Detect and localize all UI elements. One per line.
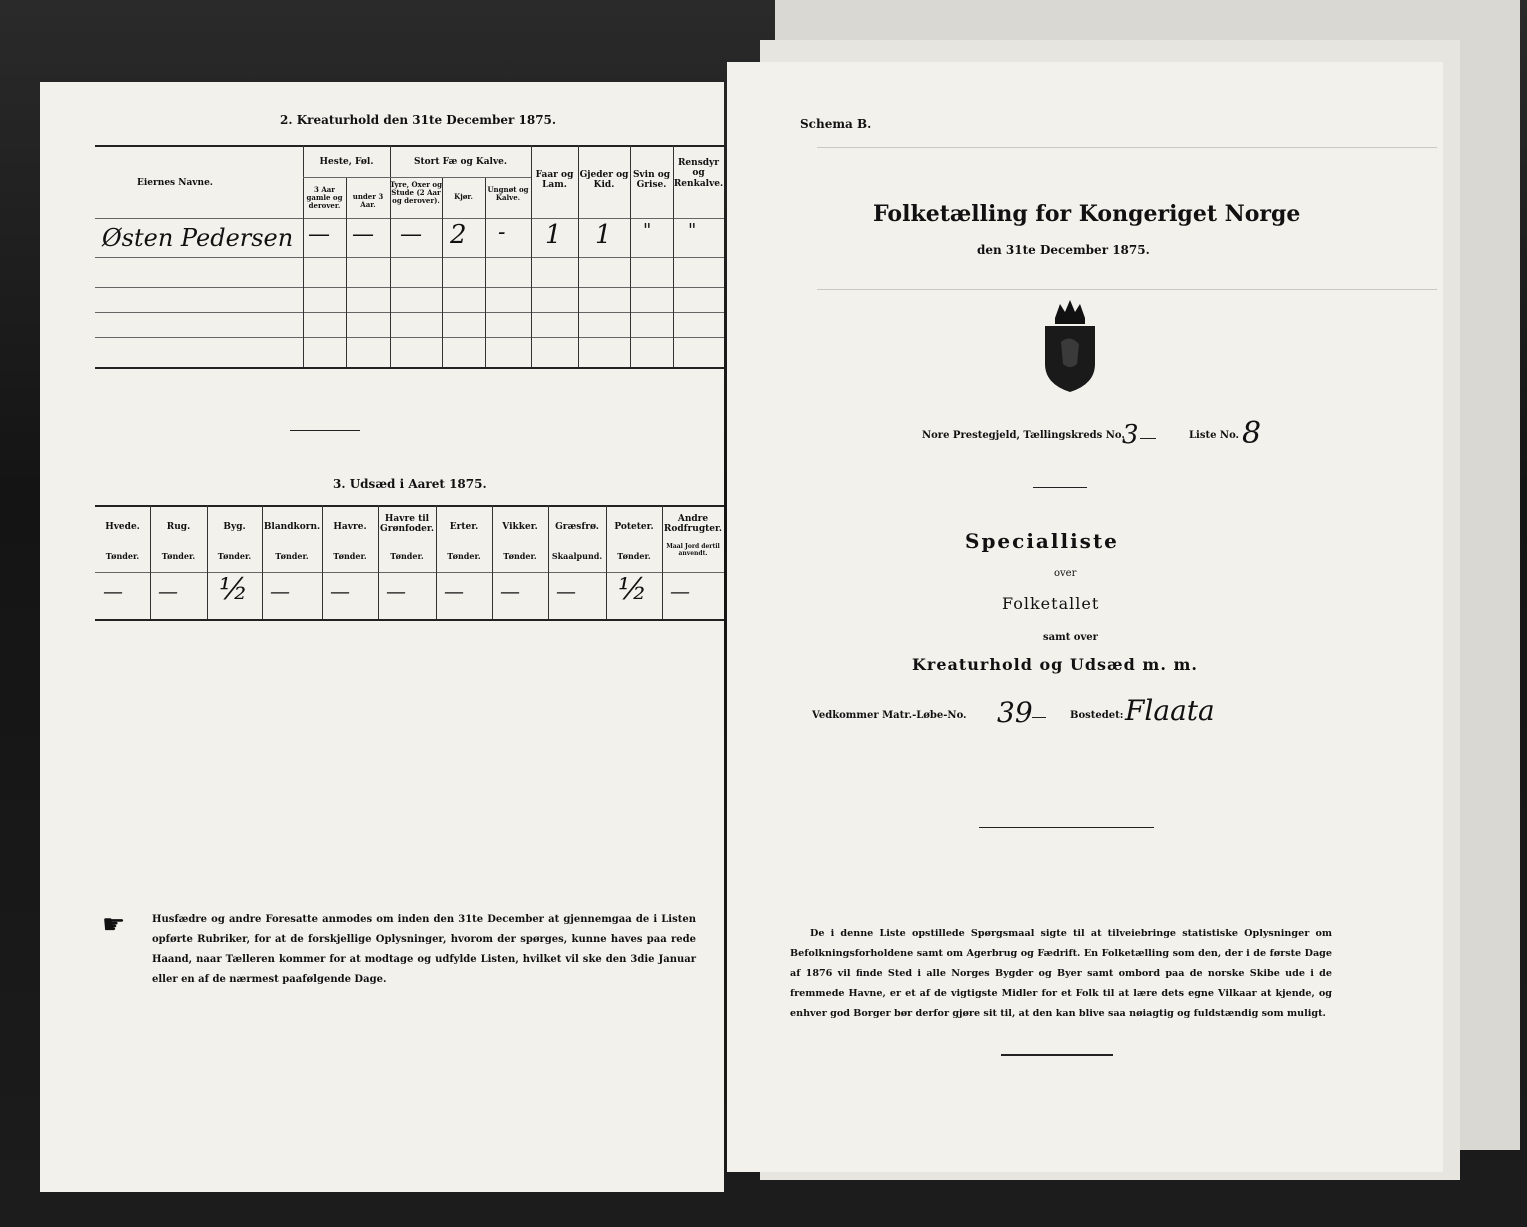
prestegjeld-label: Nore Prestegjeld, Tællingskreds No. [922,430,1125,441]
divider-3 [1001,1054,1113,1056]
gjeder-cell: 1 [595,220,612,250]
matr-label: Vedkommer Matr.-Løbe-No. [812,710,967,721]
notice-text: Husfædre og andre Foresatte anmodes om inden den 31te December at gjennemgaa de i Listen opførte Rubriker, for at de forskjellige Oplysninger, hvorom der spørges, kunne haves paa rede Haand, naar Tælleren kommer for at modtage og udfylde Listen, hvilket vil ske den 3die Januar eller en af de nærmest paafølgende Dage. [152,914,696,985]
header-stort: Stort Fæ og Kalve. [413,157,508,167]
liste-label: Liste No. [1189,430,1240,441]
s3-unit-3: Tønder. [275,551,309,561]
header-faar: Faar og Lam. [535,170,574,191]
header-stort-b: Kjør. [454,192,473,201]
s3-bottom-rule [95,619,724,621]
stort-c-cell: - [498,220,506,245]
s3-header-4: Havre. [333,522,367,532]
svin-cell: " [643,220,652,241]
s3-unit-8: Skaalpund. [551,551,603,561]
stort-a-cell: — [400,222,422,247]
coat-of-arms-icon [1033,294,1107,394]
s2-bottom-rule [95,367,724,369]
liste-no: 8 [1242,416,1262,451]
bosted-value: Flaata [1125,694,1215,727]
s3-header-5: Havre til Grønfoder. [380,514,434,535]
s3-unit-4: Tønder. [333,551,367,561]
s2-col-sep [390,145,391,367]
section-divider [290,430,360,431]
folketallet-heading: Folketallet [1002,594,1100,613]
right-page [727,62,1443,1172]
header-owner: Eiernes Navne. [137,178,213,188]
ghost-rule [817,147,1437,148]
s3-header-2: Byg. [223,522,246,532]
s3-unit-0: Tønder. [105,551,140,561]
s3-header-8: Græsfrø. [555,522,599,532]
s3-top-rule [95,505,724,507]
bosted-label: Bostedet: [1070,710,1124,721]
main-subtitle: den 31te December 1875. [977,243,1150,257]
ghost-rule [817,289,1437,290]
s3-header-10: Andre Rodfrugter. [663,514,723,535]
stort-b-cell: 2 [450,220,467,250]
s2-col-sep [485,177,486,367]
s3-value-9: ½ [618,572,648,607]
s3-unit-1: Tønder. [161,551,196,561]
s3-value-8: — [556,579,576,603]
s3-unit-7: Tønder. [503,551,537,561]
specialliste-heading: Specialliste [965,529,1119,553]
rensdyr-cell: " [688,220,697,241]
samt-over-text: samt over [1043,632,1098,643]
header-heste-b: under 3 Aar. [352,192,384,210]
left-page [40,82,724,1192]
header-heste: Heste, Føl. [319,157,374,167]
kreds-underline [1140,438,1156,439]
header-svin: Svin og Grise. [632,170,671,191]
schema-label: Schema B. [800,117,872,131]
s3-header-3: Blandkorn. [263,522,321,532]
main-title: Folketælling for Kongeriget Norge [873,201,1301,227]
header-stort-c: Ungnøt og Kalve. [487,185,529,203]
faar-cell: 1 [545,220,562,250]
s3-value-5: — [386,579,406,603]
s2-subheader-rule [303,177,531,178]
pointing-hand-icon: ☛ [102,910,126,940]
s2-col-sep [442,177,443,367]
s3-value-1: — [158,579,178,603]
s2-col-sep [303,145,304,367]
s3-value-2: ½ [219,572,249,607]
heste-b-cell: — [352,222,374,247]
s3-value-4: — [330,579,350,603]
s3-unit-10: Maal Jord dertil anvendt. [666,543,720,557]
s3-unit-6: Tønder. [447,551,481,561]
s3-header-9: Poteter. [614,522,654,532]
matr-underline [1032,717,1046,718]
s3-header-1: Rug. [166,522,191,532]
s3-value-7: — [500,579,520,603]
header-gjeder: Gjeder og Kid. [579,170,629,191]
s3-unit-5: Tønder. [390,551,424,561]
kreds-no: 3 [1122,420,1139,450]
header-stort-a: Tyre, Oxer og Stude (2 Aar og derover). [390,180,442,206]
matr-no: 39 [997,696,1033,729]
heste-a-cell: — [308,222,330,247]
s3-value-0: — [103,579,123,603]
kreaturhold-heading: Kreaturhold og Udsæd m. m. [912,655,1198,674]
s3-value-3: — [270,579,290,603]
s3-header-6: Erter. [449,522,479,532]
header-rensdyr: Rensdyr og Renkalve. [673,158,724,189]
s3-unit-9: Tønder. [617,551,651,561]
divider-2 [979,827,1154,828]
s3-value-6: — [444,579,464,603]
over-text: over [1054,568,1077,579]
divider-1 [1033,487,1087,488]
owner-name-cell: Østen Pedersen [102,224,294,252]
s3-value-10: — [670,579,690,603]
s3-header-0: Hvede. [105,522,140,532]
footer-text: De i denne Liste opstillede Spørgsmaal sigte til at tilveiebringe statistiske Oplysninger om Befolkningsforholdene samt om Agerbrug og Fædrift. En Folketælling som den, der i de første Dage af 1876 vil finde Sted i alle Norges Bygder og Byer samt ombord paa de norske Skibe ude i de fremmede Havne, er et af de vigtigste Midler for et Folk til at lære dets egne Vilkaar at kjende, og enhver god Borger bør derfor gjøre sit til, at den kan blive saa nøiagtig og fuldstændig som muligt. [790,928,1332,1019]
section3-title: 3. Udsæd i Aaret 1875. [333,477,487,491]
header-heste-a: 3 Aar gamle og derover. [306,185,343,211]
s3-unit-2: Tønder. [217,551,252,561]
section2-title: 2. Kreaturhold den 31te December 1875. [280,113,557,127]
s3-header-7: Vikker. [502,522,538,532]
